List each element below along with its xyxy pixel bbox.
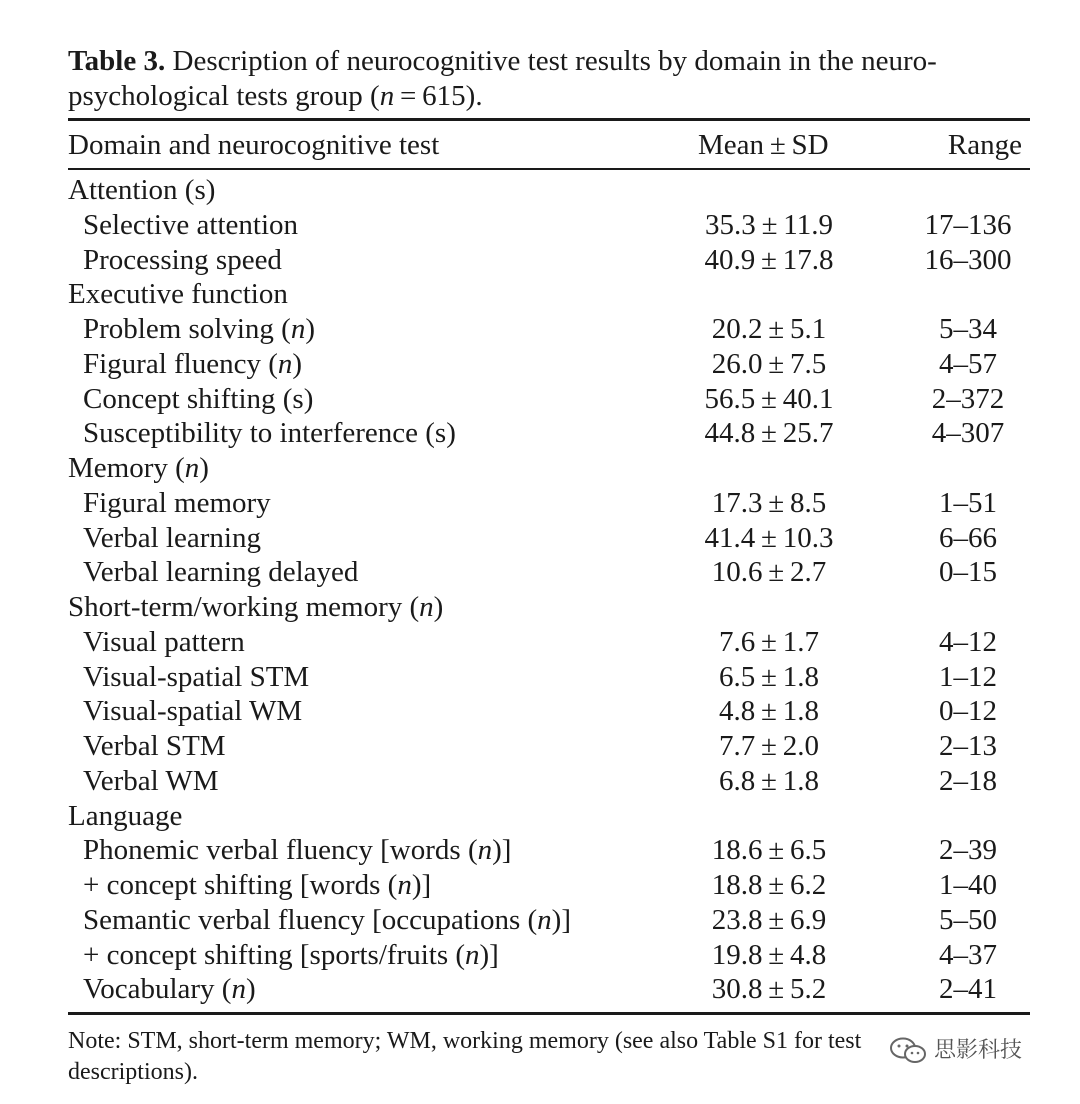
caption-line-2 bbox=[68, 79, 1030, 114]
watermark-text: 思影科技 bbox=[934, 1038, 1023, 1063]
mean-sd-cell: 26.0 ± 7.5 bbox=[711, 347, 827, 380]
caption-text-1: Description of neurocognitive test results by domain in the neuro- bbox=[165, 45, 937, 77]
test-name bbox=[83, 555, 358, 590]
mean-sd-cell: 30.8 ± 5.2 bbox=[711, 973, 827, 1006]
label-text: Susceptibility to interference (s) bbox=[83, 417, 456, 450]
caption-text-2-post: = 615). bbox=[394, 80, 483, 112]
range-cell: 0–15 bbox=[939, 556, 997, 589]
test-name bbox=[83, 903, 571, 938]
label-text: Selective attention bbox=[83, 208, 299, 241]
table-row bbox=[68, 382, 1030, 417]
table-caption bbox=[68, 44, 1030, 114]
test-name bbox=[83, 625, 245, 660]
mean-sd-cell: 18.6 ± 6.5 bbox=[711, 834, 827, 867]
label-text: + concept shifting [sports/fruits ( bbox=[83, 938, 466, 971]
label-suffix: )] bbox=[411, 869, 432, 901]
test-name bbox=[83, 486, 271, 521]
mean-sd-cell: 56.5 ± 40.1 bbox=[704, 382, 834, 415]
header-range: Range bbox=[947, 129, 1022, 161]
range-cell: 16–300 bbox=[924, 243, 1012, 276]
label-suffix: )] bbox=[492, 834, 512, 867]
table-row bbox=[68, 938, 1030, 973]
mean-sd-cell: 19.8 ± 4.8 bbox=[711, 938, 827, 971]
table-header bbox=[68, 126, 1030, 164]
table-row bbox=[68, 764, 1030, 799]
caption-text-2-var: n bbox=[379, 80, 395, 112]
label-text: + concept shifting [words ( bbox=[83, 869, 398, 901]
label-text: Verbal learning delayed bbox=[83, 556, 359, 589]
table-top-rule bbox=[68, 118, 1030, 121]
label-suffix: ) bbox=[199, 452, 209, 484]
table-row bbox=[68, 416, 1030, 451]
test-name bbox=[83, 972, 256, 1007]
header-mean-sd: Mean ± SD bbox=[698, 129, 829, 161]
table-row bbox=[68, 243, 1030, 278]
label-italic: n bbox=[290, 313, 306, 345]
label-suffix: ) bbox=[305, 313, 316, 345]
label-suffix: ) bbox=[292, 347, 303, 380]
domain-row bbox=[68, 277, 1030, 312]
label-text: Short-term/working memory ( bbox=[68, 591, 420, 623]
domain-name bbox=[68, 173, 215, 208]
label-italic: n bbox=[465, 938, 480, 971]
range-cell: 17–136 bbox=[924, 208, 1012, 241]
label-suffix: )] bbox=[479, 938, 499, 971]
test-name bbox=[83, 833, 511, 868]
mean-sd-cell: 44.8 ± 25.7 bbox=[704, 417, 834, 450]
table-row bbox=[68, 555, 1030, 590]
label-italic: n bbox=[477, 834, 493, 867]
table-row bbox=[68, 833, 1030, 868]
mean-sd-cell: 6.8 ± 1.8 bbox=[718, 764, 820, 797]
domain-row bbox=[68, 451, 1030, 486]
range-cell: 2–41 bbox=[939, 973, 997, 1006]
label-italic: n bbox=[537, 903, 552, 936]
mean-sd-cell: 18.8 ± 6.2 bbox=[711, 869, 827, 901]
range-cell: 4–12 bbox=[939, 625, 997, 658]
table-header-rule bbox=[68, 168, 1030, 170]
test-name bbox=[83, 729, 226, 764]
mean-sd-cell: 10.6 ± 2.7 bbox=[711, 556, 827, 589]
domain-name bbox=[68, 277, 288, 312]
table-body bbox=[68, 173, 1030, 1007]
table-row bbox=[68, 868, 1030, 903]
test-name bbox=[83, 764, 219, 799]
domain-row bbox=[68, 173, 1030, 208]
table-row bbox=[68, 903, 1030, 938]
table-row bbox=[68, 729, 1030, 764]
table-row bbox=[68, 486, 1030, 521]
note-line-2: descriptions). bbox=[68, 1059, 198, 1085]
mean-sd-cell: 7.7 ± 2.0 bbox=[718, 730, 820, 762]
table-row bbox=[68, 660, 1030, 695]
mean-sd-cell: 40.9 ± 17.8 bbox=[704, 243, 834, 276]
test-name bbox=[83, 347, 302, 382]
label-text: Semantic verbal fluency [occupations ( bbox=[83, 903, 538, 936]
label-text: Verbal WM bbox=[83, 764, 219, 797]
label-text: Verbal STM bbox=[83, 730, 226, 762]
range-cell: 0–12 bbox=[939, 695, 997, 728]
table-row bbox=[68, 972, 1030, 1007]
mean-sd-cell: 20.2 ± 5.1 bbox=[711, 313, 827, 345]
test-name bbox=[83, 868, 431, 903]
caption-text-2-pre: psychological tests group ( bbox=[68, 80, 380, 112]
table-row bbox=[68, 625, 1030, 660]
header-domain: Domain and neurocognitive test bbox=[68, 129, 440, 161]
mean-sd-cell: 6.5 ± 1.8 bbox=[718, 660, 820, 693]
label-italic: n bbox=[397, 869, 412, 901]
range-cell: 4–37 bbox=[939, 938, 997, 971]
table-note bbox=[68, 1026, 1030, 1088]
test-name bbox=[83, 521, 261, 556]
wechat-icon bbox=[888, 1036, 928, 1066]
table-row bbox=[68, 521, 1030, 556]
table-bottom-rule bbox=[68, 1012, 1030, 1015]
range-cell: 2–39 bbox=[939, 834, 997, 867]
label-text: Vocabulary ( bbox=[83, 973, 232, 1006]
label-italic: n bbox=[419, 591, 434, 623]
test-name bbox=[83, 416, 456, 451]
label-text: Phonemic verbal fluency [words ( bbox=[83, 834, 478, 867]
label-text: Figural fluency ( bbox=[83, 347, 278, 380]
mean-sd-cell: 41.4 ± 10.3 bbox=[704, 521, 834, 554]
domain-row bbox=[68, 799, 1030, 834]
note-line-1: Note: STM, short-term memory; WM, working memory (see also Table S1 for test bbox=[68, 1028, 862, 1054]
test-name bbox=[83, 938, 499, 973]
test-name bbox=[83, 243, 282, 278]
table-row bbox=[68, 347, 1030, 382]
label-text: Visual pattern bbox=[83, 625, 245, 658]
table-row bbox=[68, 694, 1030, 729]
label-text: Verbal learning bbox=[83, 521, 261, 554]
test-name bbox=[83, 382, 313, 417]
range-cell: 1–12 bbox=[939, 660, 997, 693]
test-name bbox=[83, 312, 315, 347]
range-cell: 2–13 bbox=[939, 730, 997, 762]
label-text: Visual-spatial WM bbox=[83, 695, 303, 728]
label-text: Concept shifting (s) bbox=[83, 382, 314, 415]
label-suffix: ) bbox=[245, 973, 256, 1006]
mean-sd-cell: 17.3 ± 8.5 bbox=[711, 486, 827, 519]
range-cell: 2–372 bbox=[931, 382, 1005, 415]
label-italic: n bbox=[277, 347, 293, 380]
range-cell: 6–66 bbox=[939, 521, 997, 554]
caption-line-1 bbox=[68, 44, 1030, 79]
range-cell: 5–34 bbox=[939, 313, 997, 345]
label-italic: n bbox=[184, 452, 200, 484]
range-cell: 1–51 bbox=[939, 486, 997, 519]
label-text: Figural memory bbox=[83, 486, 271, 519]
domain-name bbox=[68, 799, 182, 834]
test-name bbox=[83, 208, 298, 243]
domain-name bbox=[68, 451, 209, 486]
caption-label: Table 3. bbox=[68, 45, 166, 77]
label-suffix: )] bbox=[551, 903, 571, 936]
label-text: Processing speed bbox=[83, 243, 282, 276]
label-text: Language bbox=[68, 799, 183, 832]
range-cell: 1–40 bbox=[939, 869, 997, 901]
test-name bbox=[83, 660, 309, 695]
table-row bbox=[68, 208, 1030, 243]
range-cell: 4–307 bbox=[931, 417, 1005, 450]
mean-sd-cell: 35.3 ± 11.9 bbox=[705, 208, 833, 241]
range-cell: 4–57 bbox=[939, 347, 997, 380]
range-cell: 2–18 bbox=[939, 764, 997, 797]
test-name bbox=[83, 694, 302, 729]
label-suffix: ) bbox=[433, 591, 444, 623]
label-italic: n bbox=[231, 973, 246, 1006]
domain-row bbox=[68, 590, 1030, 625]
mean-sd-cell: 23.8 ± 6.9 bbox=[711, 903, 827, 936]
mean-sd-cell: 4.8 ± 1.8 bbox=[718, 695, 820, 728]
label-text: Problem solving ( bbox=[83, 313, 291, 345]
range-cell: 5–50 bbox=[939, 903, 997, 936]
watermark bbox=[888, 1036, 1022, 1066]
label-text: Executive function bbox=[68, 278, 288, 311]
mean-sd-cell: 7.6 ± 1.7 bbox=[718, 625, 820, 658]
table-row bbox=[68, 312, 1030, 347]
label-text: Attention (s) bbox=[68, 174, 216, 206]
label-text: Memory ( bbox=[68, 452, 185, 484]
label-text: Visual-spatial STM bbox=[83, 660, 310, 693]
domain-name bbox=[68, 590, 443, 625]
